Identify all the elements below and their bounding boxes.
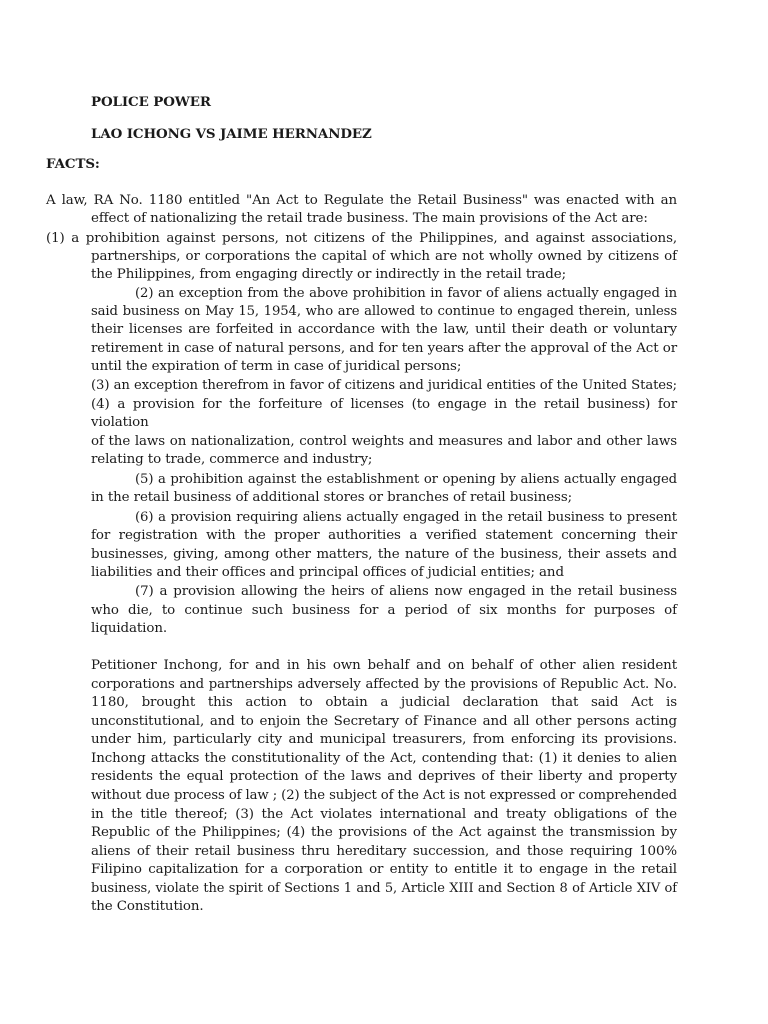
provision-1-line-2: partnerships, or corporations the capital of which are not wholly owned by citizens of — [91, 249, 677, 264]
provision-2-line-2: said business on May 15, 1954, who are allowed to continue to engaged therein, unless — [91, 304, 677, 319]
provision-3-line-1: (3) an exception therefrom in favor of citizens and juridical entities of the United States; — [91, 378, 677, 393]
petition-line-2: corporations and partnerships adversely affected by the provisions of Republic Act. No. — [91, 677, 677, 692]
provision-1-line-3: the Philippines, from engaging directly or indirectly in the retail trade; — [91, 267, 567, 282]
topic-heading: POLICE POWER — [91, 94, 211, 110]
provision-6-line-3: businesses, giving, among other matters, the nature of the business, their assets and — [91, 547, 677, 562]
intro-line-1: A law, RA No. 1180 entitled "An Act to Regulate the Retail Business" was enacted with an — [46, 193, 677, 208]
provision-7-line-3: liquidation. — [91, 621, 168, 636]
petition-line-13: business, violate the spirit of Sections 1 and 5, Article XIII and Section 8 of Article XIV of — [91, 881, 677, 896]
provision-6-line-2: for registration with the proper authorities a verified statement concerning their — [91, 528, 677, 543]
provision-4-line-4: relating to trade, commerce and industry; — [91, 452, 373, 467]
provision-5-line-1: (5) a prohibition against the establishment or opening by aliens actually engaged — [135, 472, 677, 487]
provision-6-line-1: (6) a provision requiring aliens actually engaged in the retail business to present — [135, 510, 677, 525]
petition-line-1: Petitioner Inchong, for and in his own behalf and on behalf of other alien resident — [91, 658, 677, 673]
intro-line-2: effect of nationalizing the retail trade business. The main provisions of the Act are: — [91, 211, 648, 226]
provision-7-line-1: (7) a provision allowing the heirs of aliens now engaged in the retail business — [135, 584, 677, 599]
provision-4-line-2: violation — [91, 415, 149, 430]
provision-6-line-4: liabilities and their offices and principal offices of judicial entities; and — [91, 565, 564, 580]
petition-line-10: Republic of the Philippines; (4) the provisions of the Act against the transmission by — [91, 825, 677, 840]
facts-heading: FACTS: — [46, 156, 100, 172]
provision-4-line-1: (4) a provision for the forfeiture of licenses (to engage in the retail business) for — [91, 397, 677, 412]
petition-line-5: under him, particularly city and municipal treasurers, from enforcing its provisions. — [91, 732, 677, 747]
provision-2-line-3: their licenses are forfeited in accordance with the law, until their death or voluntary — [91, 322, 677, 337]
provision-2-line-1: (2) an exception from the above prohibition in favor of aliens actually engaged in — [135, 286, 677, 301]
petition-line-6: Inchong attacks the constitutionality of the Act, contending that: (1) it denies to alien — [91, 751, 677, 766]
provision-2-line-5: until the expiration of term in case of juridical persons; — [91, 359, 462, 374]
petition-line-12: Filipino capitalization for a corporation or entity to entitle it to engage in the retail — [91, 862, 677, 877]
petition-line-8: without due process of law ; (2) the subject of the Act is not expressed or comprehended — [91, 788, 677, 803]
petition-line-4: unconstitutional, and to enjoin the Secretary of Finance and all other persons acting — [91, 714, 677, 729]
petition-line-3: 1180, brought this action to obtain a judicial declaration that said Act is — [91, 695, 677, 710]
provision-2-line-4: retirement in case of natural persons, and for ten years after the approval of the Act or — [91, 341, 677, 356]
provision-5-line-2: in the retail business of additional stores or branches of retail business; — [91, 490, 573, 505]
petition-line-7: residents the equal protection of the laws and deprives of their liberty and property — [91, 769, 677, 784]
petition-line-11: aliens of their retail business thru hereditary succession, and those requiring 100% — [91, 844, 677, 859]
petition-line-9: in the title thereof; (3) the Act violates international and treaty obligations of the — [91, 807, 677, 822]
provision-4-line-3: of the laws on nationalization, control weights and measures and labor and other laws — [91, 434, 677, 449]
case-title: LAO ICHONG VS JAIME HERNANDEZ — [91, 126, 372, 142]
provision-7-line-2: who die, to continue such business for a period of six months for purposes of — [91, 603, 677, 618]
provision-1-line-1: (1) a prohibition against persons, not citizens of the Philippines, and against associations, — [46, 231, 677, 246]
petition-line-14: the Constitution. — [91, 899, 204, 914]
